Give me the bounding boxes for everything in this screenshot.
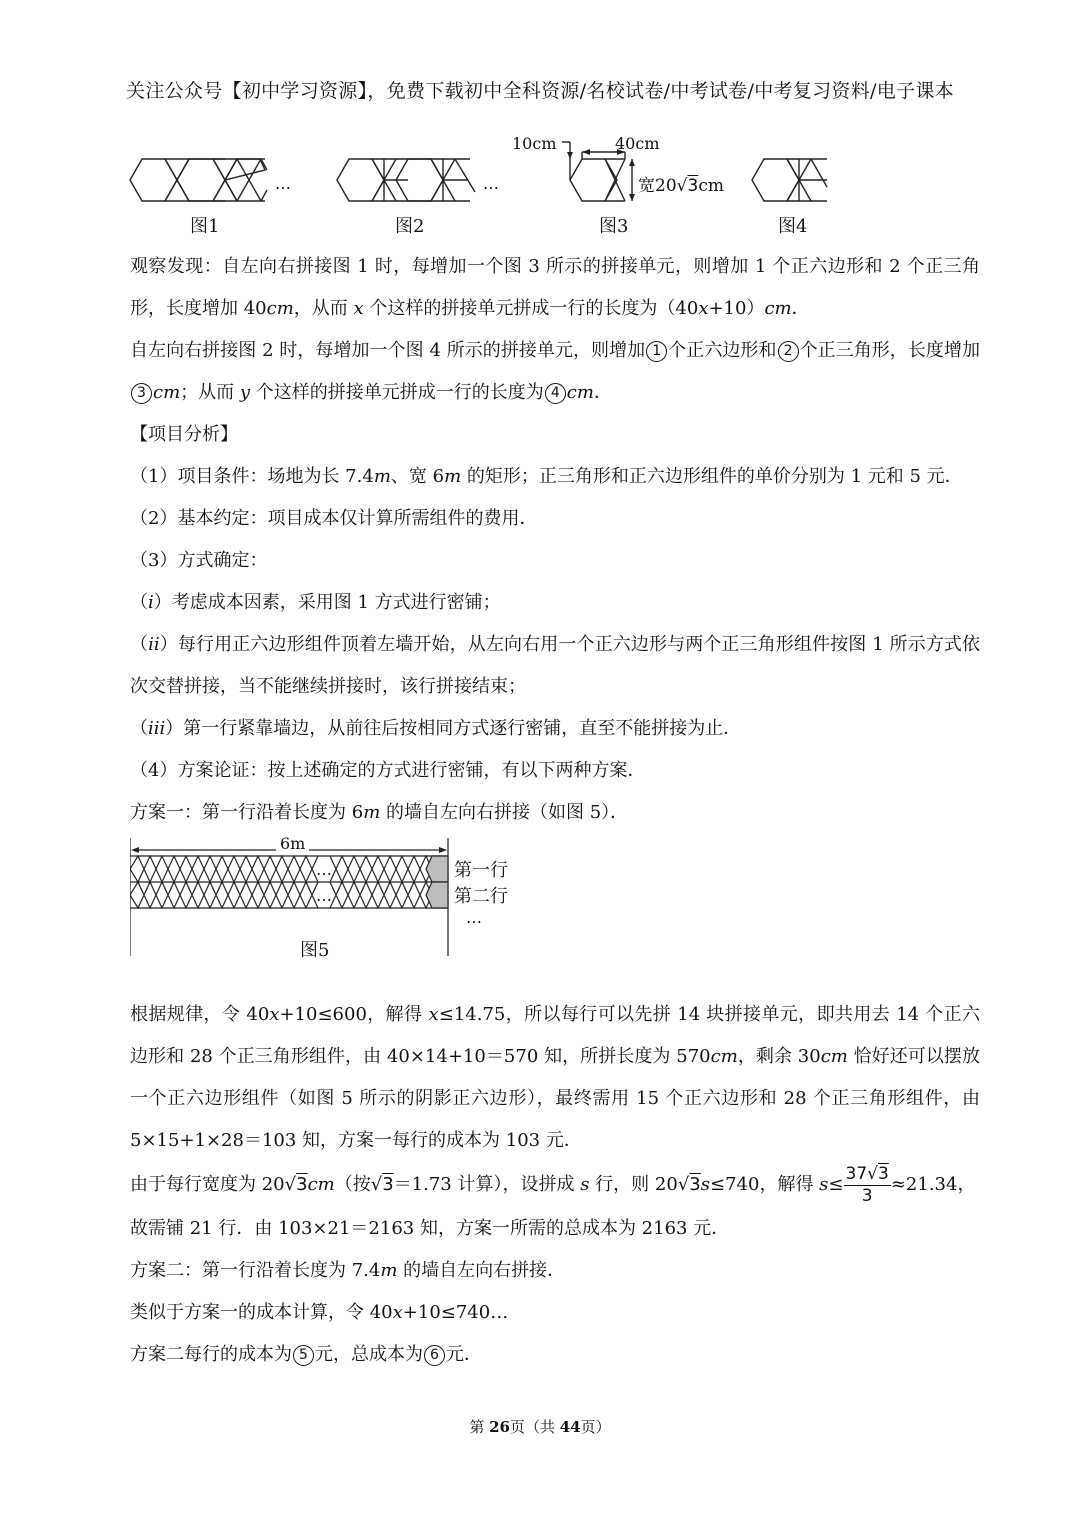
paragraph-plan-two-calc: 类似于方案一的成本计算，令 40x+10≤740… (130, 1302, 509, 1323)
tiling-figures-row (0, 132, 1080, 242)
document-body (130, 246, 980, 1376)
paragraph-method-ii: （ii）每行用正六边形组件顶着左墙开始，从左向右用一个正六边形与两个正三角形组件按图 1 所示方式依次交替拼接，当不能继续拼接时，该行拼接结束； (130, 634, 980, 697)
fig5-caption: 图5 (300, 940, 330, 961)
fig1-ellipsis: … (275, 174, 291, 193)
section-title-project-analysis: 【项目分析】 (130, 424, 238, 445)
paragraph-method-i: （i）考虑成本因素，采用图 1 方式进行密铺； (130, 592, 501, 613)
fig5-ellipsis-row2: … (316, 886, 332, 905)
fig3-label-10cm: 10cm (512, 134, 557, 153)
blank-6: 6 (424, 1345, 445, 1366)
page-total: 44 (559, 1418, 581, 1436)
page-header: 关注公众号【初中学习资源】，免费下载初中全科资源/名校试卷/中考试卷/中考复习资料/电子课本 (126, 80, 954, 102)
fig1-drawing (130, 159, 267, 201)
fig5-length-label: 6m (276, 834, 309, 853)
paragraph-conditions: （1）项目条件：场地为长 7.4m、宽 6m 的矩形；正三角形和正六边形组件的单价分别为 1 元和 5 元． (130, 466, 963, 487)
fig4-drawing (752, 159, 827, 201)
fig4-caption: 图4 (778, 216, 808, 237)
fig2-drawing (337, 159, 475, 201)
fig5-more-label: … (466, 908, 482, 927)
paragraph-plan-one-total: 故需铺 21 行．由 103×21＝2163 知，方案一所需的总成本为 2163 元． (130, 1218, 730, 1239)
fig1-caption: 图1 (190, 216, 220, 237)
fig5-row2-label: 第二行 (454, 886, 508, 907)
figure-5 (130, 834, 980, 994)
fig3-caption: 图3 (599, 216, 629, 237)
shaded-hexagon-row1 (426, 856, 448, 882)
fig5-row1-label: 第一行 (454, 860, 508, 881)
fraction-37root3-over-3: $\frac{37√3}{3}$ (845, 1163, 889, 1206)
page-number: 26 (489, 1418, 510, 1436)
fig2-caption: 图2 (395, 216, 425, 237)
blank-3: 3 (131, 383, 152, 404)
paragraph-observation-2: 自左向右拼接图 2 时，每增加一个图 4 所示的拼接单元，则增加 1 个正六边形和 2 个正三角形，长度增加3 cm；从而 y 个这样的拼接单元拼成一行的长度为 4 cm． (130, 340, 980, 403)
paragraph-plan-two: 方案二：第一行沿着长度为 7.4m 的墙自左向右拼接． (130, 1260, 566, 1281)
blank-2: 2 (778, 341, 799, 362)
paragraph-plan-one: 方案一：第一行沿着长度为 6m 的墙自左向右拼接（如图 5）． (130, 802, 629, 823)
blank-1: 1 (646, 341, 667, 362)
blank-4: 4 (545, 383, 566, 404)
paragraph-plan-two-cost: 方案二每行的成本为 5 元，总成本为 6 元． (130, 1344, 482, 1365)
fig2-ellipsis: … (483, 174, 499, 193)
fig3-label-40cm: 40cm (615, 134, 660, 153)
paragraph-proof: （4）方案论证：按上述确定的方式进行密铺，有以下两种方案． (130, 760, 646, 781)
paragraph-plan-one-calc: 根据规律，令 40x+10≤600，解得 x≤14.75，所以每行可以先拼 14 块拼接单元，即共用去 14 个正六边形和 28 个正三角形组件，由 40×14+10＝570 知，所拼长度为 570cm，剩余 30cm 恰好还可以摆放一个正六边形组件（如图 5 所示的阴影正六边形），最终需用 15 个正六边形和 28 个正三角形组件，由 5×15+1×28＝103 知，方案一每行的成本为 103 元． (130, 1004, 980, 1151)
paragraph-agreement: （2）基本约定：项目成本仅计算所需组件的费用． (130, 508, 538, 529)
fig3-width-label: 宽20√3cm (638, 176, 724, 196)
paragraph-observation-1: 观察发现：自左向右拼接图 1 时，每增加一个图 3 所示的拼接单元，则增加 1 个正六边形和 2 个正三角形，长度增加 40cm，从而 x 个这样的拼接单元拼成一行的长度为（40x+10）cm． (130, 256, 980, 319)
page-footer: 第 26页（共 44页） (469, 1418, 611, 1436)
paragraph-plan-one-rows: 由于每行宽度为 20√3cm（按√3＝1.73 计算），设拼成 s 行，则 20√3s≤740，解得 s≤ $\frac{37√3}{3}$ ≈21.34， (130, 1163, 976, 1206)
paragraph-method: （3）方式确定： (130, 550, 268, 571)
paragraph-method-iii: （iii）第一行紧靠墙边，从前往后按相同方式逐行密铺，直至不能拼接为止． (130, 718, 742, 739)
shaded-hexagon-row2 (426, 882, 448, 908)
fig5-ellipsis-row1: … (316, 860, 332, 879)
blank-5: 5 (293, 1345, 314, 1366)
